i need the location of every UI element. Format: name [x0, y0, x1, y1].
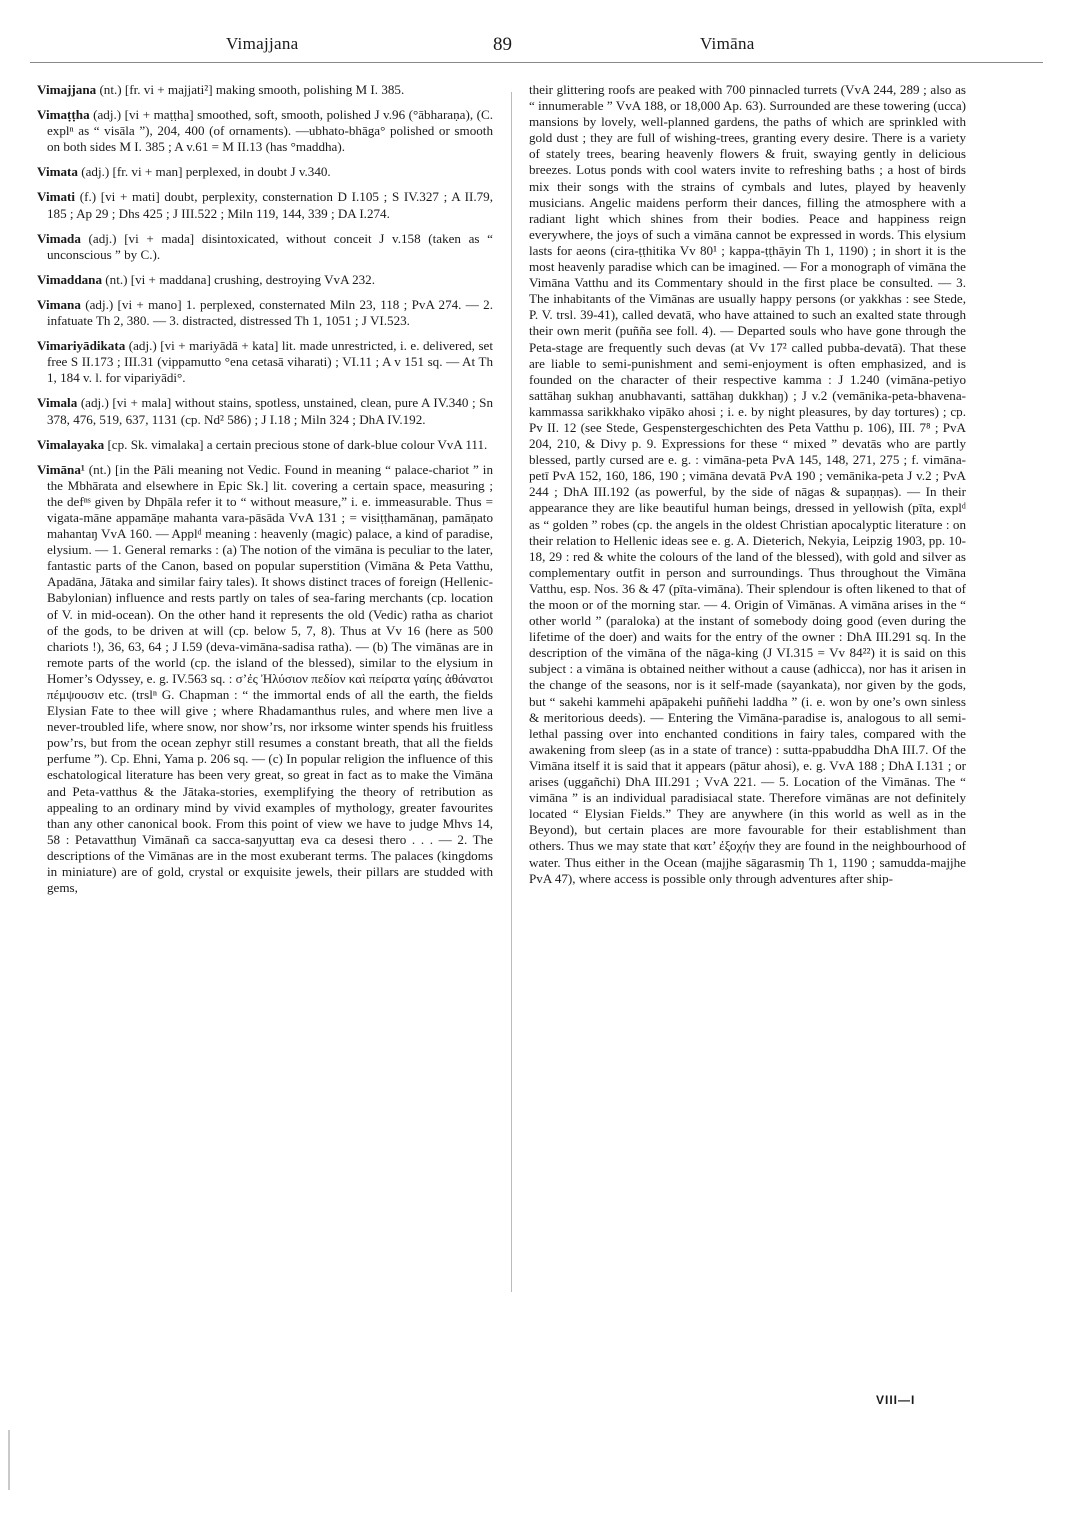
entry-headword: Vimariyādikata — [37, 338, 126, 354]
entry-body: (nt.) [in the Pāli meaning not Vedic. Found in meaning “ palace-chariot ” in the Mbhārata and elsewhere in Epic Sk.] lit. covering a certain space, measuring ; the defⁿˢ given by Dhpāla refer it to “ without measure,” i. e. immeasurable. Thus = vigata-māne appamāṇe mahanta vara-pāsāda VvA 131 ; = visiṭṭhamānaŋ, pamāṇato mahantaŋ VvA 160. — Applᵈ meaning : heavenly (magic) palace, a kind of paradise, elysium. — 1. General remarks : (a) The notion of the vimāna is peculiar to the later, fantastic parts of the Canon, based on popular superstition (Vimāna & Peta Vatthu, Apadāna, Jātaka and similar fairy tales). It shows distinct traces of foreign (Hellenic-Babylonian) influence and rests partly on tales of sea-faring merchants (cp. location of V. in mid-ocean). On the other hand it represents the old (Vedic) ratha as chariot of the gods, to be driven at will (cp. below 5, 7, 8). Thus at Vv 16 (here as 500 chariots !), 36, 63, 64 ; J I.59 (deva-vimāna-sadisa ratha). — (b) The vimānas are in remote parts of the world (cp. the island of the blessed), similar to the elysium in Homer’s Odyssey, e. g. IV.563 sq. : σ’ἐς Ἠλύσιον πεδίον καὶ πείρατα γαίης ἀθάνατοι πέμψουσιν etc. (trslⁿ G. Chapman : “ the immortal ends of all the earth, the fields Elysian Fate to thee will give ; where Rhadamanthus rules, and where men live a never-troubled life, where snow, nor show’rs, nor irksome winter spends his fruitless pow’rs, but from the ocean zephyr still resumes a constant breath, that all the fields perfume ”). Cp. Ehni, Yama p. 206 sq. — (c) In popular religion the influence of this eschatological literature has been very great, so great in fact as to make the Vimāna and Peta-vatthus & the Jātaka-stories, exemplifying the theory of retribution as appealing to an ordinary mind by vivid examples of mythology, greater favourites than any other canonical book. From this point of view we have to judge Mhvs 14, 58 : Petavatthuŋ Vimānañ ca sacca-saŋyuttaŋ eva ca desesi thero . . . — 2. The descriptions of the Vimānas are in the most exuberant terms. The palaces (kingdoms in miniature) are of gold, crystal or exquisite jewels, their pillars are studded with gems, — [47, 461, 493, 896]
entry-headword: Vimāna¹ — [37, 461, 85, 477]
dictionary-entry — [37, 462, 493, 897]
entry-body: (nt.) [vi + maddana] crushing, destroying VvA 232. — [102, 271, 375, 287]
entry-body: (adj.) [vi + mala] without stains, spotless, unstained, clean, pure A IV.340 ; Sn 378, 476, 519, 637, 1131 (cp. Nd² 586) ; J I.18 ; Miln 324 ; DhA IV.192. — [47, 395, 493, 427]
entry-headword: Vimata — [37, 164, 78, 180]
left-column — [37, 82, 493, 905]
dictionary-entry — [37, 164, 493, 180]
dictionary-entry — [37, 82, 493, 98]
column-divider — [511, 92, 512, 1292]
entry-body: (adj.) [vi + mariyādā + kata] lit. made unrestricted, i. e. delivered, set free S II.173 ; III.31 (vippamutto °ena cetasā viharati) ; VI.11 ; A v 151 sq. — At Th 1, 184 v. l. for vipariyādi°. — [47, 338, 493, 386]
dictionary-entry — [37, 189, 493, 221]
entry-headword: Vimaṭṭha — [37, 107, 90, 123]
entry-headword: Vimajjana — [37, 82, 97, 97]
entry-headword: Vimalayaka — [37, 436, 105, 452]
header-left-guideword: Vimajjana — [226, 34, 299, 53]
running-header — [30, 34, 1043, 64]
header-right-guideword: Vimāna — [700, 34, 755, 53]
entry-headword: Vimana — [37, 296, 81, 312]
entry-body: (adj.) [vi + mada] disintoxicated, without conceit J v.158 (taken as “ unconscious ” by C.). — [47, 230, 493, 262]
entry-body: (f.) [vi + mati] doubt, perplexity, consternation D I.105 ; S IV.327 ; A II.79, 185 ; Ap 29 ; Dhs 425 ; J III.522 ; Miln 119, 144, 339 ; DA I.274. — [47, 189, 493, 221]
page-number: 89 — [493, 34, 512, 55]
entry-body: [cp. Sk. vimalaka] a certain precious stone of dark-blue colour VvA 111. — [104, 436, 488, 452]
entry-headword: Vimaddana — [37, 271, 103, 287]
entry-continuation: their glittering roofs are peaked with 700 pinnacled turrets (VvA 244, 289 ; also as “ innumerable ” VvA 188, or 18,000 Ap. 63). Surrounded are these towering (ucca) mansions by lovely, well-planned gardens, the paths of which are sprinkled with gold dust ; they are full of wishing-trees, granting every desire. There is a variety of stately trees, bearing heavenly flowers & fruit, swaying gently in delicious breezes. Lotus ponds with cool waters invite to refreshing baths ; a host of birds mix their songs with the strains of cymbals and lutes, played by heavenly musicians. Angelic maidens perform their dances, filling the atmosphere with a radiant light which shines from their bodies. Peace and happiness reign everywhere, the joys of such a vimāna cannot be expressed in words. This elysium lasts for aeons (cira-ṭṭhitika Vv 80¹ ; kappa-ṭṭhāyin Th 1, 1190) ; in short it is the most heavenly paradise which can be imagined. — For a monograph of vimāna the Vimāna Vatthu and its Commentary should in the first place be consulted. — 3. The inhabitants of the Vimānas are usually happy persons (or yakkhas : see Stede, P. V. trsl. 39-41), called devatā, who have attained to such an exalted state through their own merit (puñña see foll. 4). — Departed souls who have gone through the Peta-stage are frequently such devas (at Vv 17² called pubba-devatā). That these are liable to semi-punishment and semi-enjoyment is often emphasized, and is founded on the character of their respective kamma : J 1.240 (vimāna-petiyo sattāhaŋ sukhaŋ anubhavanti, sattāhaŋ dukkhaŋ) ; J v.2 (vemānika-peta-bhavena-kammassa sarikkhako vipāko ahosi ; i. e. by night pleasures, by day tortures) ; cp. Pv II. 12 (see Stede, Gespenstergeschichten des Peta Vatthu p. 106), III. 7⁸ ; PvA 204, 210, & Divy p. 9. Expressions for these “ mixed ” devatās who are partly blessed, partly cursed are e. g. : vimāna-peta PvA 145, 148, 271, 275 ; f. vimāna-petī PvA 152, 160, 186, 190 ; vimāna devatā PvA 190 ; vemānika-peta J v.2 ; PvA 244 ; DhA III.192 (as powerful, by the side of nāgas & supaṇṇas). — In their appearance they are like beautiful human beings, dressed in yellowish (pīta, explᵈ as “ golden ” robes (cp. the angels in the oldest Christian apocalyptic literature : on their relation to Hellenic ideas see e. g. A. Dieterich, Nekyia, Leipzig 1903, pp. 10-18, 29 : red & white the colours of the land of the blessed), with gold and silver as complementary outfit in person and surroundings. Thus throughout the Vimāna Vatthu, esp. Nos. 36 & 47 (pīta-vimāna). Their splendour is often likened to that of the moon or of the morning star. — 4. Origin of Vimānas. A vimāna arises in the “ other world ” (paraloka) at the instant of somebody doing good (even during the lifetime of the doer) and waits for the entry of the owner : DhA III.291 sq. In the description of the vimāna of the nāga-king (J VI.315 = Vv 84²²) it is said on this subject : a vimāna is obtained neither without a cause (adhicca), nor has it arisen in the change of the seasons, nor is it self-made (sayankata), nor given by the gods, but “ sakehi kammehi apāpakehi puññehi laddha ” (i. e. won by one’s own sinless & meritorious deeds). — Entering the Vimāna-paradise is, analogous to all semi-lethal passing over into enchanted conditions in fairy tales, compared with the awakening from sleep (as in a state of trance) : sutta-ppabuddha DhA III.7. Of the Vimāna itself it is said that it appears (pātur ahosi), e. g. VvA 188 ; DhA I.131 ; or arises (uggañchi) DhA III.291 ; VvA 221. — 5. Location of the Vimānas. The “ vimāna ” is an individual paradisiacal state. Therefore vimānas are not definitely located “ Elysian Fields.” They are anywhere (in this world as well as in the Beyond), but certain places are more favourable for their establishment than others. Thus we may state that κατ’ ἐξοχήν they are found in the neighbourhood of water. Thus either in the Ocean (majjhe sāgarasmiŋ Th 1, 1190 ; samudda-majjhe PvA 47), where access is possible only through adventures after ship- — [529, 82, 966, 886]
dictionary-entry — [37, 338, 493, 386]
entry-body: (adj.) [vi + mano] 1. perplexed, consternated Miln 23, 118 ; PvA 274. — 2. infatuate Th 2, 380. — 3. distracted, distressed Th 1, 1051 ; J VI.523. — [47, 296, 493, 329]
entry-body: (adj.) [vi + maṭṭha] smoothed, soft, smooth, polished J v.96 (°ābharaṇa), (C. explⁿ as “ visāla ”), 204, 400 (of ornaments). —ubhato-bhāga° polished or smooth on both sides M I. 385 ; A v.61 = M II.13 (has °maddha). — [47, 107, 493, 155]
header-rule — [30, 62, 1043, 63]
dictionary-entry — [37, 231, 493, 263]
dictionary-entry — [37, 437, 493, 453]
entry-body: (nt.) [fr. vi + majjati²] making smooth, polishing M I. 385. — [96, 82, 405, 97]
entry-headword: Vimada — [37, 230, 81, 246]
entry-headword: Vimala — [37, 395, 78, 411]
scan-margin-mark — [8, 1430, 10, 1490]
dictionary-entry — [37, 107, 493, 155]
entry-headword: Vimati — [37, 189, 76, 205]
printer-signature: VIII—I — [876, 1393, 916, 1407]
dictionary-entry — [37, 395, 493, 427]
dictionary-entry — [37, 297, 493, 329]
right-column — [529, 82, 966, 887]
dictionary-entry — [37, 272, 493, 288]
entry-body: (adj.) [fr. vi + man] perplexed, in doubt J v.340. — [77, 164, 331, 180]
